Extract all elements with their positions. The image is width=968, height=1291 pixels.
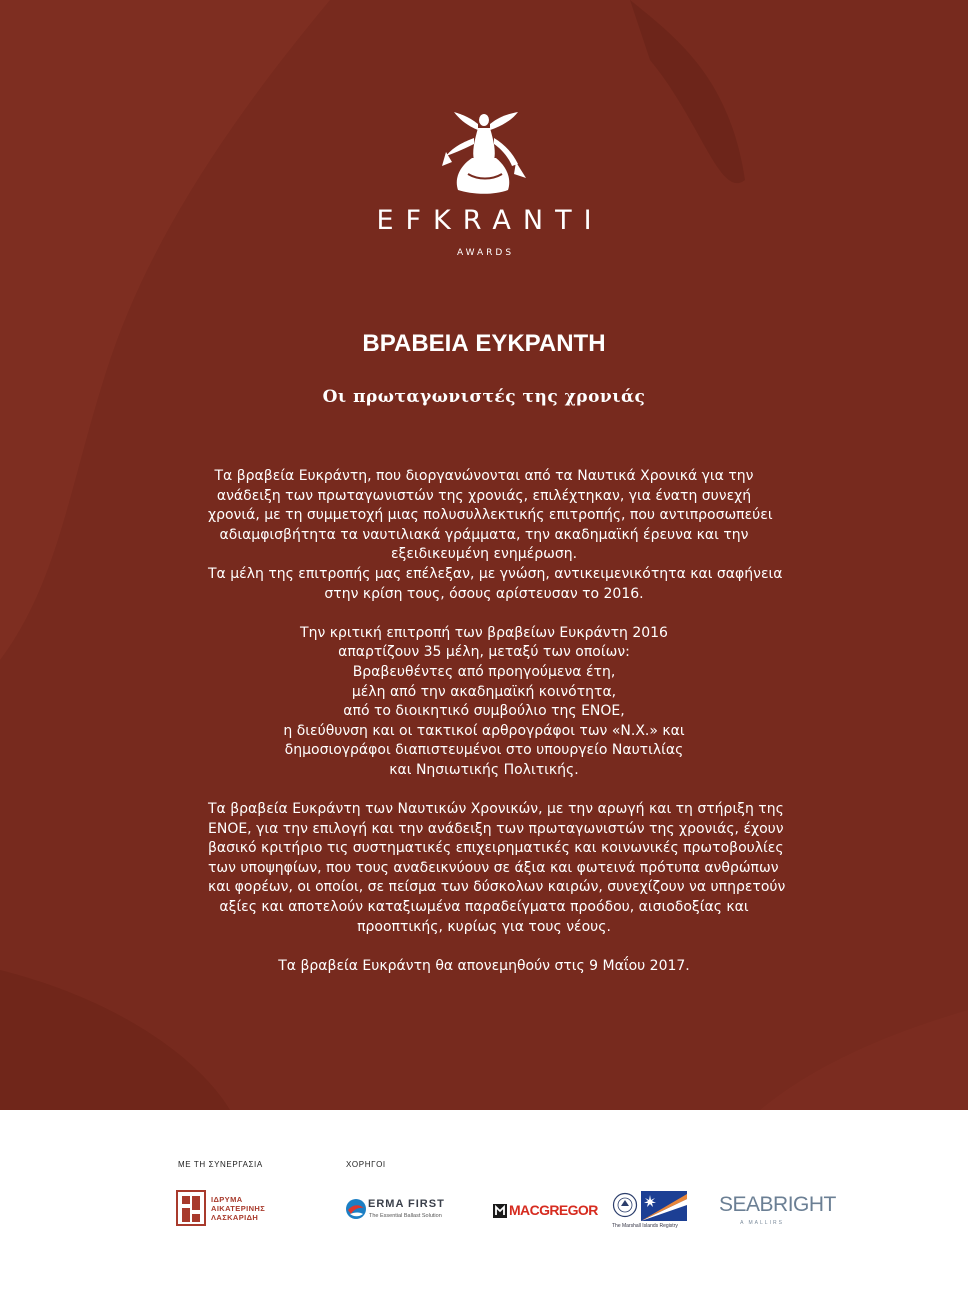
brand-subtitle: AWARDS [456, 248, 515, 258]
marshall-islands-flag-icon [641, 1191, 687, 1221]
body-line: δημοσιογράφοι διαπιστευμένοι στο υπουργείο Ναυτιλίας [284, 742, 684, 759]
marshall-caption: The Marshall Islands Registry [612, 1223, 678, 1229]
foundation-line: ΙΔΡΥΜΑ [211, 1195, 243, 1204]
partner-label: ΜΕ ΤΗ ΣΥΝΕΡΓΑΣΙΑ [178, 1160, 263, 1169]
body-line: Βραβευθέντες από προηγούμενα έτη, [352, 663, 616, 680]
macgregor-name: MACGREGOR [509, 1202, 598, 1218]
winged-victory-figure-icon [438, 108, 530, 200]
body-line: χρονιά, με τη συμμετοχή μιας πολυσυλλεκτικής επιτροπής, που αντιπροσωπεύει [208, 507, 773, 524]
brand-name: EFKRANTI [376, 205, 604, 236]
body-line: ανάδειξη των πρωταγωνιστών της χρονιάς, επιλέχτηκαν, για ένατη συνεχή [216, 487, 752, 504]
erma-first-swirl-icon [345, 1198, 367, 1220]
body-line: και φορέων, οι οποίοι, σε πείσμα των δύσκολων καιρών, συνεχίζουν να υπηρετούν [208, 879, 786, 896]
body-line: Τα βραβεία Ευκράντη των Ναυτικών Χρονικών, με την αρωγή και τη στήριξη της [208, 801, 784, 818]
erma-first-logo [344, 1195, 474, 1229]
body-line: και Νησιωτικής Πολιτικής. [389, 761, 579, 778]
body-line: αξίες και αποτελούν καταξιωμένα παραδείγματα προόδου, αισιοδοξίας και [219, 899, 749, 916]
body-text [208, 467, 786, 976]
body-line: η διεύθυνση και οι τακτικοί αρθρογράφοι των «Ν.Χ.» και [283, 722, 685, 739]
page-title: ΒΡΑΒΕΙΑ ΕΥΚΡΑΝΤΗ [362, 330, 606, 357]
body-line: Τα μέλη της επιτροπής μας επέλεξαν, με γνώση, αντικειμενικότητα και σαφήνεια [208, 565, 783, 582]
macgregor-logo [493, 1201, 598, 1221]
foundation-line: ΑΙΚΑΤΕΡΙΝΗΣ [211, 1204, 266, 1213]
page-subtitle: Οι πρωταγωνιστές της χρονιάς [322, 387, 646, 407]
award-date-line: Τα βραβεία Ευκράντη θα απονεμηθούν στις 9 Μαΐου 2017. [278, 957, 690, 974]
erma-first-tagline: The Essential Ballast Solution [369, 1213, 442, 1219]
seabright-sub: A MALLIRS [740, 1220, 784, 1226]
macgregor-mark-icon [493, 1204, 507, 1218]
body-line: αδιαμφισβήτητα τα ναυτιλιακά γράμματα, την ακαδημαϊκή έρευνα και την [219, 526, 749, 543]
body-line: Τα βραβεία Ευκράντη, που διοργανώνονται από τα Ναυτικά Χρονικά για την [214, 468, 754, 484]
seabright-logo [718, 1193, 836, 1233]
body-line: ΕΝΟΕ, για την επιλογή και την ανάδειξη των πρωταγωνιστών της χρονιάς, έχουν [208, 820, 784, 837]
marshall-islands-seal-icon [612, 1192, 638, 1218]
laskaridis-foundation-logo-icon [176, 1190, 206, 1226]
marshall-islands-registry-logo [610, 1190, 690, 1234]
body-line: μέλη από την ακαδημαϊκή κοινότητα, [351, 683, 617, 700]
sponsors-label: ΧΟΡΗΓΟΙ [346, 1160, 386, 1169]
erma-first-name: ERMA FIRST [368, 1198, 445, 1210]
body-line: από το διοικητικό συμβούλιο της ΕΝΟΕ, [343, 703, 625, 720]
body-line: βασικό κριτήριο τις συστηματικές επιχειρηματικές και κοινωνικές πρωτοβουλίες [208, 840, 784, 857]
body-line: στην κρίση τους, όσους αρίστευσαν το 2016. [324, 585, 644, 602]
body-line: των υποψηφίων, που τους αναδεικνύουν σε άξια και φωτεινά πρότυπα ανθρώπων [208, 859, 779, 876]
footer [0, 1110, 968, 1291]
laskaridis-foundation-logo [173, 1187, 265, 1231]
body-line: προοπτικής, κυρίως για τους νέους. [357, 918, 611, 935]
body-line: Την κριτική επιτροπή των βραβείων Ευκράντη 2016 [300, 624, 668, 641]
body-line: εξειδικευμένη ενημέρωση. [390, 546, 578, 563]
foundation-line: ΛΑΣΚΑΡΙΔΗ [211, 1213, 259, 1222]
seabright-name: SEABRIGHT [719, 1193, 836, 1216]
body-line: απαρτίζουν 35 μέλη, μεταξύ των οποίων: [338, 644, 630, 661]
